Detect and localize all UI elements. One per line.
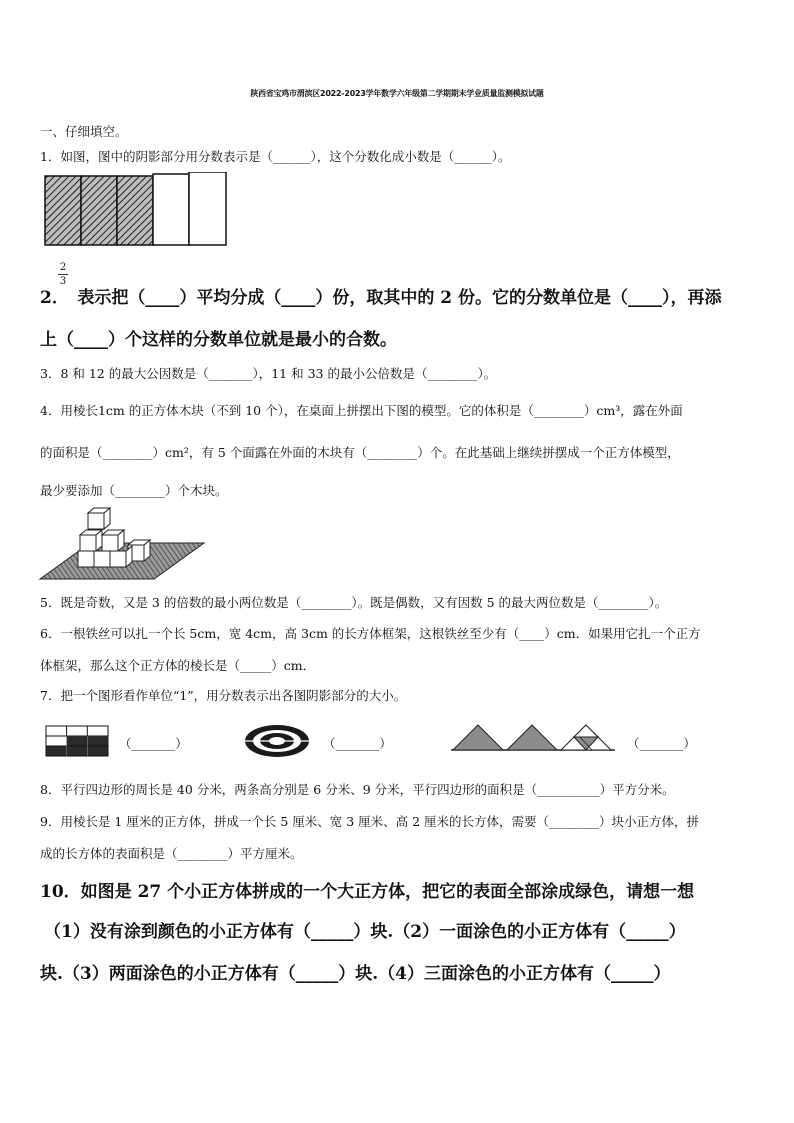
question-8: 8．平行四边形的周长是 40 分米，两条高分别是 6 分米、9 分米，平行四边形的面积是（__________）平方分米。 — [40, 782, 675, 797]
question-2-line-2: 上（____）个这样的分数单位就是最小的合数。 — [40, 330, 397, 350]
question-9-line-1: 9．用棱长是 1 厘米的正方体，拼成一个长 5 厘米、宽 3 厘米、高 2 厘米的长方体，需要（________）块小正方体，拼 — [40, 814, 700, 829]
question-1-figure — [44, 172, 228, 248]
question-6-line-2: 体框架，那么这个正方体的棱长是（_____）cm． — [40, 658, 316, 673]
question-7-blank-1: （_______） — [119, 736, 188, 751]
question-4-line-1: 4．用棱长1cm 的正方体木块（不到 10 个），在桌面上拼摆出下图的模型。它的体积是（________）cm³，露在外面 — [40, 403, 683, 418]
question-9-line-2: 成的长方体的表面积是（________）平方厘米。 — [40, 846, 303, 861]
fraction-bar — [58, 274, 68, 275]
page-title: 陕西省宝鸡市渭滨区2022-2023学年数学六年级第二学期期末学业质量监测模拟试题 — [250, 89, 544, 98]
question-7-grid-figure — [45, 725, 109, 757]
question-7-blank-2: （_______） — [323, 736, 392, 751]
question-4-cube-figure — [38, 505, 206, 583]
question-4-line-3: 最少要添加（________）个木块。 — [40, 483, 228, 498]
question-7-triangles-figure — [451, 722, 615, 754]
fraction-numerator: 2 — [59, 262, 67, 273]
question-2-line-1: 2． 表示把（____）平均分成（____）份，取其中的 2 份。它的分数单位是（____），再添 — [40, 288, 722, 308]
question-7: 7．把一个图形看作单位“1”，用分数表示出各图阴影部分的大小。 — [40, 688, 407, 703]
question-7-blank-3: （_______） — [627, 736, 696, 751]
question-10-line-1: 10．如图是 27 个小正方体拼成的一个大正方体，把它的表面全部涂成绿色，请想一想 — [40, 882, 695, 902]
question-7-target-figure — [243, 723, 311, 759]
question-5: 5．既是奇数，又是 3 的倍数的最小两位数是（________）。既是偶数，又有因数 5 的最大两位数是（________）。 — [40, 595, 668, 610]
question-6-line-1: 6．一根铁丝可以扎一个长 5cm，宽 4cm，高 3cm 的长方体框架，这根铁丝至少有（____）cm．如果用它扎一个正方 — [40, 626, 701, 641]
question-10-line-3: 块.（3）两面涂色的小正方体有（_____）块.（4）三面涂色的小正方体有（_____） — [40, 964, 671, 984]
question-3: 3．8 和 12 的最大公因数是（_______），11 和 33 的最小公倍数是（________）。 — [40, 366, 497, 381]
question-4-line-2: 的面积是（________）cm²，有 5 个面露在外面的木块有（________）个。在此基础上继续拼摆成一个正方体模型， — [40, 445, 680, 460]
section-heading: 一、仔细填空。 — [40, 124, 128, 139]
question-10-line-2: （1）没有涂到颜色的小正方体有（_____）块.（2）一面涂色的小正方体有（_____） — [44, 922, 686, 942]
fraction-denominator: 3 — [59, 276, 67, 287]
question-1: 1．如图，图中的阴影部分用分数表示是（______），这个分数化成小数是（______）。 — [40, 149, 511, 164]
